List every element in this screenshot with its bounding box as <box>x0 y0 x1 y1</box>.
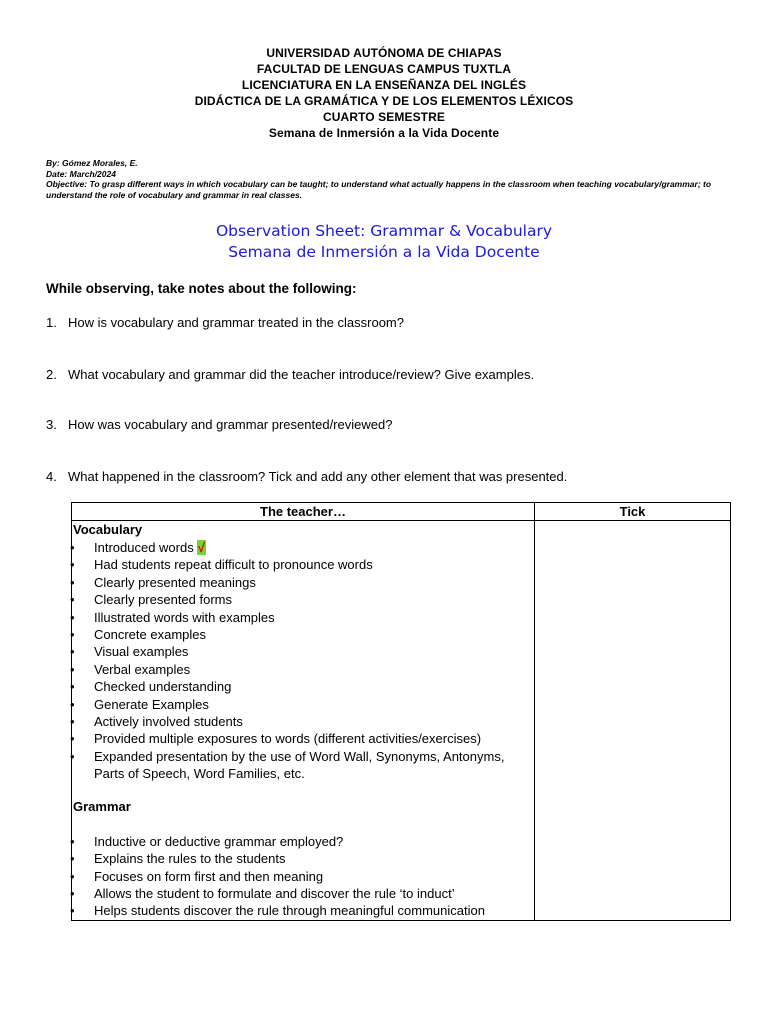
question-2 <box>46 367 534 382</box>
question-text: What happened in the classroom? Tick and add any other element that was presented. <box>68 469 568 484</box>
faculty-name: FACULTAD DE LENGUAS CAMPUS TUXTLA <box>256 62 512 76</box>
tick-cell[interactable] <box>535 521 731 921</box>
question-1 <box>46 315 404 330</box>
program-name: LICENCIATURA EN LA ENSEÑANZA DEL INGLÉS <box>241 78 527 92</box>
question-number: 2. <box>46 367 57 382</box>
semester-label: CUARTO SEMESTRE <box>323 110 445 124</box>
question-3 <box>46 417 392 432</box>
course-name: DIDÁCTICA DE LA GRAMÁTICA Y DE LOS ELEMENTOS LÉXICOS <box>194 94 574 108</box>
observation-table <box>71 502 731 921</box>
list-item: • Allows the student to formulate and discover the rule ‘to induct’ <box>72 885 534 902</box>
table-header-row <box>72 503 731 521</box>
criteria-cell <box>72 521 535 921</box>
list-item: • Visual examples <box>72 643 534 660</box>
sheet-title: Observation Sheet: Grammar & Vocabulary <box>215 222 553 240</box>
grammar-list <box>72 833 534 920</box>
university-name: UNIVERSIDAD AUTÓNOMA DE CHIAPAS <box>266 46 502 60</box>
list-item: • Introduced words √ <box>72 539 534 556</box>
question-number: 4. <box>46 469 57 484</box>
list-item: • Explains the rules to the students <box>72 850 534 867</box>
list-item: • Helps students discover the rule through meaningful communication <box>72 902 534 919</box>
list-item: • Concrete examples <box>72 626 534 643</box>
column-header-teacher: The teacher… <box>72 503 535 521</box>
list-item: • Verbal examples <box>72 661 534 678</box>
question-4 <box>46 469 567 484</box>
vocabulary-heading: Vocabulary <box>73 522 143 537</box>
list-item: • Actively involved students <box>72 713 534 730</box>
sheet-subtitle: Semana de Inmersión a la Vida Docente <box>228 243 540 261</box>
spacer <box>72 783 534 798</box>
list-item: • Checked understanding <box>72 678 534 695</box>
author-line: By: Gómez Morales, E. <box>46 158 138 168</box>
spacer <box>72 816 534 833</box>
list-item: • Provided multiple exposures to words (different activities/exercises) <box>72 730 534 747</box>
list-item: • Generate Examples <box>72 696 534 713</box>
date-line: Date: March/2024 <box>46 168 116 179</box>
question-number: 3. <box>46 417 57 432</box>
question-text: What vocabulary and grammar did the teacher introduce/review? Give examples. <box>68 367 535 382</box>
column-header-tick: Tick <box>535 503 731 521</box>
document-meta <box>46 158 726 200</box>
list-item: • Expanded presentation by the use of Word Wall, Synonyms, Antonyms, Parts of Speech, Word Families, etc. <box>72 748 534 783</box>
list-item: • Focuses on form first and then meaning <box>72 868 534 885</box>
tick-mark-icon: √ <box>197 540 205 555</box>
objective-line: Objective: To grasp different ways in which vocabulary can be taught; to understand what actually happens in the classroom when teaching vocabulary/grammar; to understand the role of vocabulary and grammar in real classes. <box>46 179 712 200</box>
list-item: • Illustrated words with examples <box>72 609 534 626</box>
question-text: How was vocabulary and grammar presented/reviewed? <box>68 417 393 432</box>
table-row <box>72 521 731 921</box>
document-header <box>0 45 768 141</box>
question-number: 1. <box>46 315 57 330</box>
sheet-title-block <box>0 221 768 263</box>
vocabulary-list <box>72 539 534 783</box>
list-item: • Clearly presented meanings <box>72 574 534 591</box>
grammar-heading: Grammar <box>73 798 131 814</box>
instructions-heading: While observing, take notes about the following: <box>46 281 357 296</box>
list-item: • Inductive or deductive grammar employed? <box>72 833 534 850</box>
event-name: Semana de Inmersión a la Vida Docente <box>268 126 500 140</box>
list-item: • Clearly presented forms <box>72 591 534 608</box>
question-text: How is vocabulary and grammar treated in the classroom? <box>68 315 404 330</box>
list-item: • Had students repeat difficult to pronounce words <box>72 556 534 573</box>
